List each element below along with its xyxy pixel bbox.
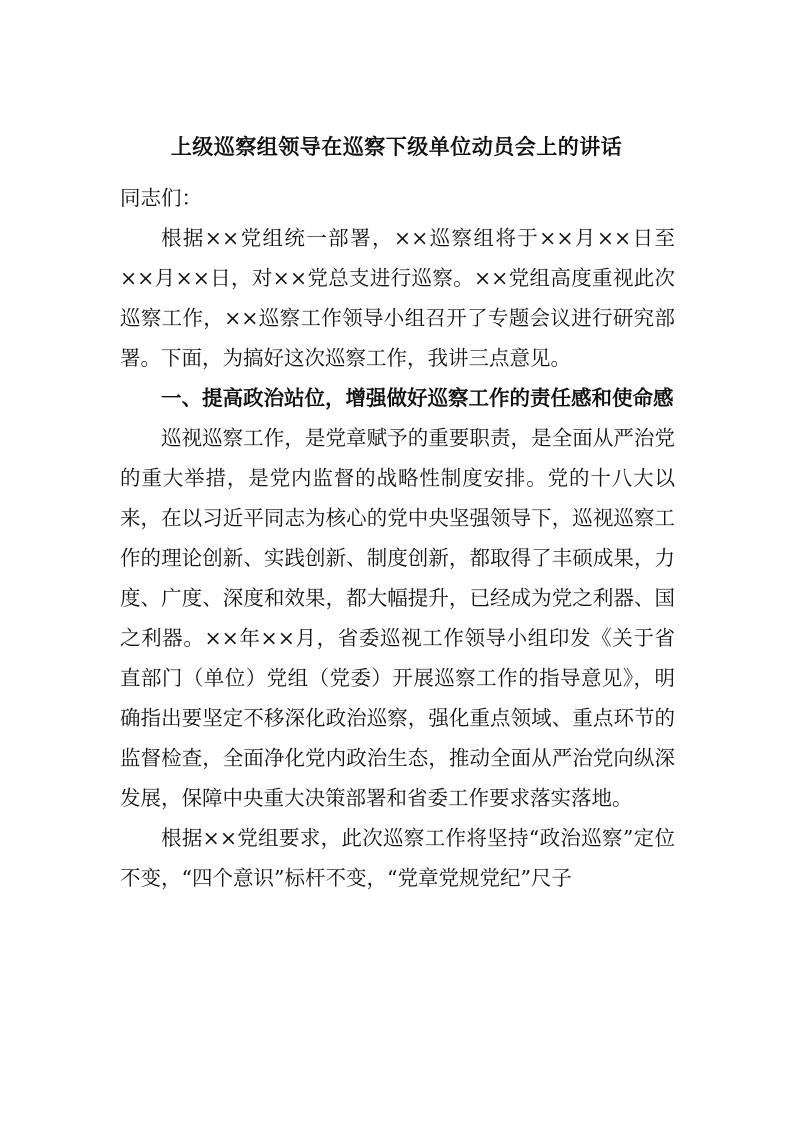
document-body — [120, 178, 675, 898]
paragraph-requirements: 根据××党组要求，此次巡察工作将坚持“政治巡察”定位不变，“四个意识”标杆不变，“党章党规党纪”尺子 — [120, 826, 675, 890]
section-heading-one: 一、提高政治站位，增强做好巡察工作的责任感和使命感 — [161, 386, 674, 410]
paragraph-section-one: 巡视巡察工作，是党章赋予的重要职责，是全面从严治党的重大举措，是党内监督的战略性制度安排。党的十八大以来，在以习近平同志为核心的党中央坚强领导下，巡视巡察工作的理论创新、实践创新、制度创新，都取得了丰硕成果，力度、广度、深度和效果，都大幅提升，已经成为党之利器、国之利器。××年××月，省委巡视工作领导小组印发《关于省直部门（单位）党组（党委）开展巡察工作的指导意见》，明确指出要坚定不移深化政治巡察，强化重点领域、重点环节的监督检查，全面净化党内政治生态，推动全面从严治党向纵深发展，保障中央重大决策部署和省委工作要求落实落地。 — [120, 426, 675, 810]
salutation: 同志们： — [120, 186, 202, 210]
document-title: 上级巡察组领导在巡察下级单位动员会上的讲话 — [170, 135, 623, 159]
paragraph-intro: 根据××党组统一部署，××巡察组将于××月××日至××月××日，对××党总支进行巡察。××党组高度重视此次巡察工作，××巡察工作领导小组召开了专题会议进行研究部署。下面，为搞好这次巡察工作，我讲三点意见。 — [120, 226, 675, 370]
